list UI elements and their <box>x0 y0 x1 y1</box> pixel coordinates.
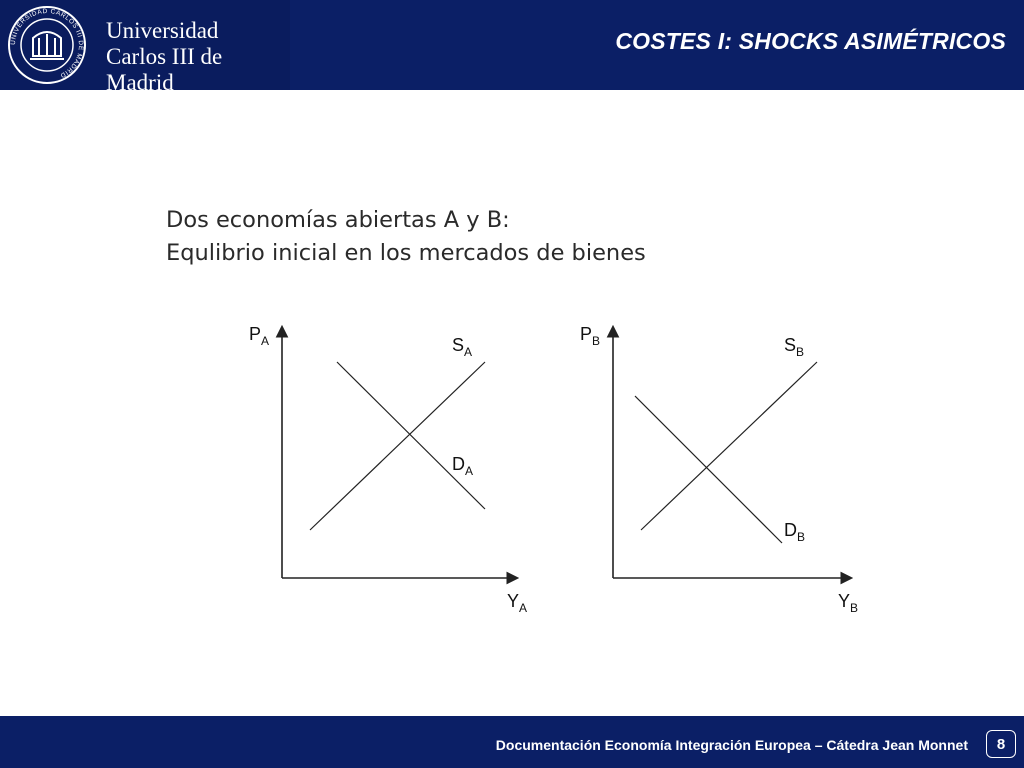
university-name-line1: Universidad <box>106 18 219 43</box>
diagram-a <box>249 324 527 615</box>
diagram-a-x-axis-label: $Y_A$ <box>507 591 528 615</box>
footer-bar <box>0 716 1024 768</box>
diagram-b-x-axis-label: $Y_B$ <box>838 591 859 615</box>
diagram-a-supply-label: $S_A$ <box>452 335 473 359</box>
diagram-a-y-axis-label: $P_A$ <box>249 324 270 348</box>
diagram-b <box>580 324 858 615</box>
diagram-a-demand-label: $D_A$ <box>452 454 474 478</box>
diagram-b-y-axis-label: $P_B$ <box>580 324 601 348</box>
slide-title: COSTES I: SHOCKS ASIMÉTRICOS <box>615 28 1006 54</box>
intro-line2: Equlibrio inicial en los mercados de bienes <box>166 240 646 266</box>
svg-text:UNIVERSIDAD CARLOS III DE MADR: UNIVERSIDAD CARLOS III DE MADRID <box>9 7 85 79</box>
footer-text: Documentación Economía Integración Europea – Cátedra Jean Monnet <box>495 737 968 753</box>
diagram-b-demand-curve <box>635 396 782 543</box>
intro-line1: Dos economías abiertas A y B: <box>166 207 510 233</box>
diagram-b-supply-label: $S_B$ <box>784 335 805 359</box>
university-name-line2: Carlos III de Madrid <box>106 44 223 95</box>
page-number: 8 <box>986 730 1016 758</box>
diagram-b-supply-curve <box>641 362 817 530</box>
diagram-b-demand-label: $D_B$ <box>784 520 806 544</box>
diagram-a-supply-curve <box>310 362 485 530</box>
